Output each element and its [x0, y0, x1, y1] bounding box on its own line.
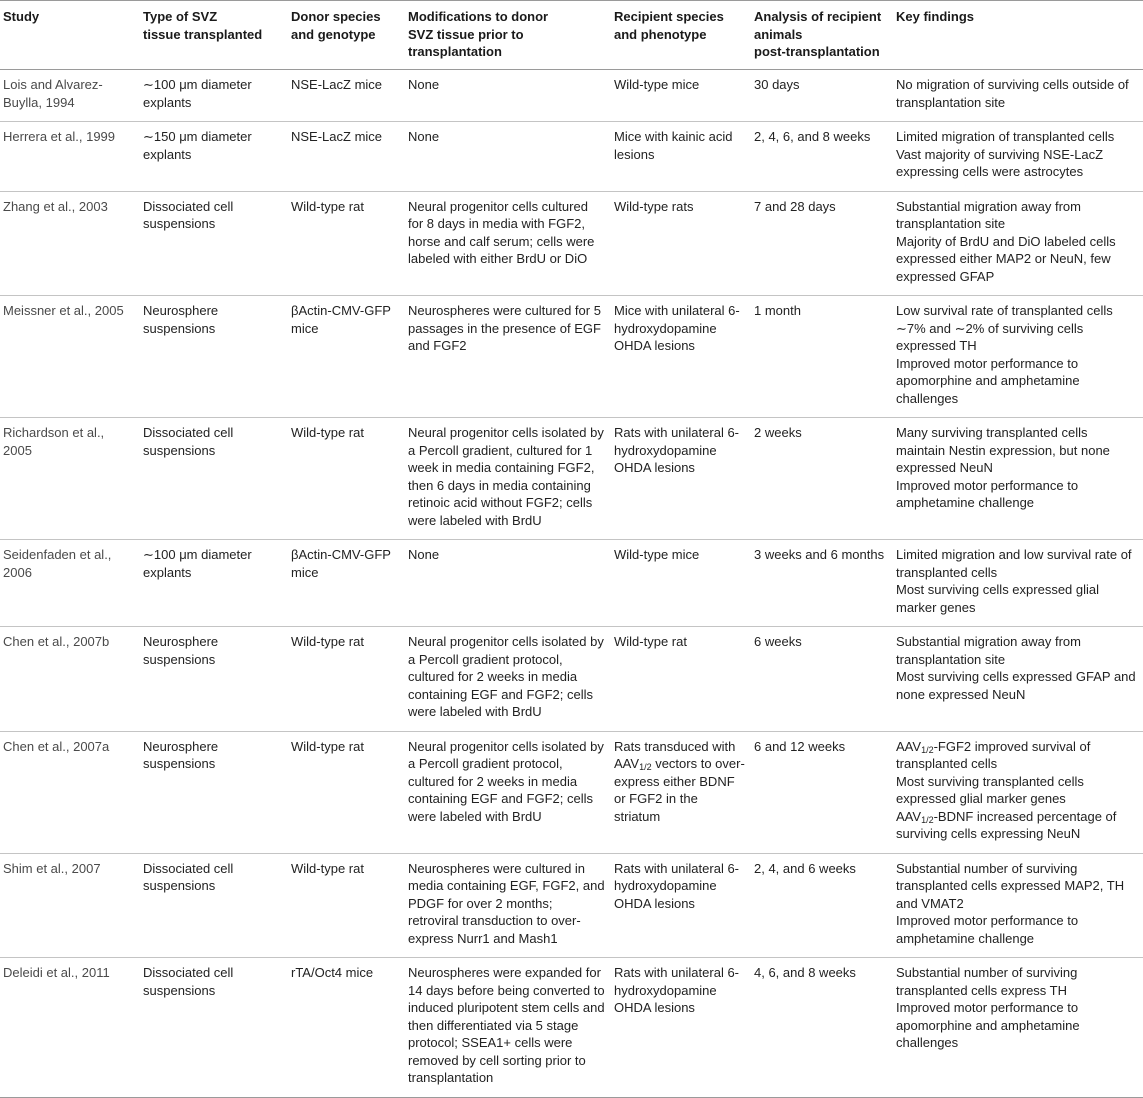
cell-key-findings: [892, 731, 1143, 853]
finding-text: -FGF2 improved survival of transplanted cells: [896, 738, 1091, 771]
finding-line: Improved motor performance to amphetamine challenge: [896, 477, 1079, 510]
cell-key-findings: [892, 418, 1143, 540]
finding-line: Improved motor performance to apomorphine and amphetamine challenges: [896, 1000, 1080, 1050]
cell-analysis: 4, 6, and 8 weeks: [754, 965, 856, 980]
cell-study: Shim et al., 2007: [3, 860, 101, 876]
finding-line: [896, 773, 1139, 808]
finding-line: Most surviving cells expressed glial marker genes: [896, 582, 1100, 615]
finding-line: [896, 808, 1139, 843]
cell-donor: NSE-LacZ mice: [291, 129, 383, 144]
cell-recipient: [610, 731, 750, 853]
cell-key-findings: [892, 627, 1143, 732]
cell-recipient: Mice with kainic acid lesions: [614, 129, 733, 162]
cell-donor: Wild-type rat: [291, 198, 364, 214]
table-row: [0, 122, 1143, 192]
finding-line: Substantial number of surviving transplanted cells expressed MAP2, TH and VMAT2: [896, 860, 1125, 911]
cell-modifications: Neurospheres were cultured for 5 passages in the presence of EGF and FGF2: [408, 303, 601, 353]
finding-text: -BDNF increased percentage of surviving cells expressing NeuN: [896, 808, 1117, 841]
header-tissue-type: Type of SVZ tissue transplanted: [143, 9, 263, 42]
cell-key-findings: [892, 853, 1143, 958]
cell-modifications: None: [408, 77, 440, 92]
cell-analysis: 6 weeks: [754, 634, 802, 649]
cell-modifications: Neural progenitor cells isolated by a Percoll gradient protocol, cultured for 2 weeks in media containing EGF and FGF2; cells were labeled with BrdU: [408, 634, 604, 719]
cell-donor: Wild-type rat: [291, 425, 364, 440]
table-row: [0, 70, 1143, 122]
header-recipient: Recipient species and phenotype: [614, 9, 724, 42]
cell-study: Richardson et al., 2005: [3, 425, 105, 458]
header-analysis: Analysis of recipient animals post-transplantation: [754, 9, 882, 59]
recipient-text: vectors to over-express either BDNF or FGF2 in the striatum: [614, 756, 745, 824]
table-row: [0, 540, 1143, 627]
cell-analysis: 30 days: [754, 77, 800, 92]
header-row: [0, 1, 1143, 70]
header-modifications: Modifications to donor SVZ tissue prior to transplantation: [408, 9, 549, 59]
cell-recipient: Mice with unilateral 6-hydroxydopamine OHDA lesions: [614, 303, 740, 353]
finding-line: Improved motor performance to amphetamine challenge: [896, 913, 1079, 946]
cell-modifications: None: [408, 547, 440, 562]
table-row: [0, 418, 1143, 540]
subscript-text: 1/2: [921, 744, 934, 755]
finding-line: Improved motor performance to apomorphine and amphetamine challenges: [896, 355, 1080, 406]
cell-tissue-type: Dissociated cell suspensions: [143, 860, 234, 893]
cell-key-findings: [892, 191, 1143, 296]
header-donor: Donor species and genotype: [291, 9, 381, 42]
cell-tissue-type: Neurosphere suspensions: [143, 634, 219, 667]
cell-recipient: Wild-type rats: [614, 198, 694, 214]
table-row: [0, 191, 1143, 296]
cell-recipient: Wild-type mice: [614, 547, 700, 562]
finding-line: No migration of surviving cells outside of transplantation site: [896, 77, 1129, 110]
cell-tissue-type: Dissociated cell suspensions: [143, 198, 234, 231]
cell-modifications: Neurospheres were cultured in media containing EGF, FGF2, and PDGF for over 2 months; retroviral transduction to over-express Nurr1 and Mash1: [408, 860, 605, 946]
subscript-text: 1/2: [639, 762, 652, 772]
cell-modifications: Neurospheres were expanded for 14 days before being converted to induced pluripotent stem cells and then differentiated via 5 stage protocol; SSEA1+ cells were removed by cell sorting prior to transplantation: [408, 965, 605, 1085]
finding-line: Substantial migration away from transplantation site: [896, 198, 1081, 231]
finding-line: Most surviving cells expressed GFAP and none expressed NeuN: [896, 669, 1136, 702]
cell-study: Chen et al., 2007a: [3, 738, 110, 754]
table-row: [0, 627, 1143, 732]
header-key-findings: Key findings: [896, 9, 975, 24]
finding-line: Substantial number of surviving transplanted cells express TH: [896, 965, 1078, 998]
cell-recipient: Rats with unilateral 6-hydroxydopamine OHDA lesions: [614, 425, 739, 475]
cell-study: Lois and Alvarez-Buylla, 1994: [3, 77, 103, 110]
cell-donor: Wild-type rat: [291, 860, 364, 876]
cell-analysis: 2, 4, and 6 weeks: [754, 860, 856, 876]
cell-study: Herrera et al., 1999: [3, 129, 116, 144]
finding-line: Substantial migration away from transplantation site: [896, 634, 1081, 667]
table-header: [0, 1, 1143, 70]
cell-analysis: 1 month: [754, 303, 801, 318]
table-body: [0, 70, 1143, 1098]
cell-study: Seidenfaden et al., 2006: [3, 547, 112, 580]
finding-line: Limited migration of transplanted cells: [896, 129, 1115, 144]
table-row: [0, 296, 1143, 418]
cell-donor: rTA/Oct4 mice: [291, 965, 374, 980]
cell-donor: NSE-LacZ mice: [291, 77, 383, 92]
cell-study: Chen et al., 2007b: [3, 634, 110, 649]
cell-key-findings: [892, 540, 1143, 627]
cell-tissue-type: Neurosphere suspensions: [143, 738, 219, 771]
cell-tissue-type: ∼100 μm diameter explants: [143, 77, 252, 110]
cell-recipient: Rats with unilateral 6-hydroxydopamine OHDA lesions: [614, 965, 739, 1015]
finding-line: Low survival rate of transplanted cells ∼7% and ∼2% of surviving cells expressed TH: [896, 303, 1113, 353]
cell-study: Meissner et al., 2005: [3, 303, 124, 318]
finding-line: Many surviving transplanted cells maintain Nestin expression, but none expressed NeuN: [896, 425, 1110, 475]
cell-tissue-type: ∼150 μm diameter explants: [143, 129, 252, 162]
cell-modifications: Neural progenitor cells isolated by a Percoll gradient protocol, cultured for 2 weeks in media containing EGF and FGF2; cells were labeled with BrdU: [408, 738, 604, 824]
cell-donor: Wild-type rat: [291, 738, 364, 754]
cell-tissue-type: Dissociated cell suspensions: [143, 965, 234, 998]
cell-recipient: Wild-type rat: [614, 634, 687, 649]
finding-text: AAV: [896, 738, 922, 754]
cell-tissue-type: Neurosphere suspensions: [143, 303, 219, 336]
table-row: [0, 958, 1143, 1098]
table-row: [0, 731, 1143, 853]
cell-donor: Wild-type rat: [291, 634, 364, 649]
cell-modifications: Neural progenitor cells cultured for 8 days in media with FGF2, horse and calf serum; cells were labeled with either BrdU or DiO: [408, 198, 595, 266]
header-study: Study: [3, 9, 40, 24]
table-row: [0, 853, 1143, 958]
finding-line: Vast majority of surviving NSE-LacZ expressing cells were astrocytes: [896, 146, 1104, 179]
cell-analysis: 2, 4, 6, and 8 weeks: [754, 129, 871, 144]
finding-line: Majority of BrdU and DiO labeled cells expressed either MAP2 or NeuN, few expressed GFAP: [896, 233, 1116, 284]
cell-analysis: 2 weeks: [754, 425, 802, 440]
cell-study: Zhang et al., 2003: [3, 198, 108, 214]
finding-text: AAV: [896, 808, 922, 824]
cell-donor: βActin-CMV-GFP mice: [291, 547, 391, 580]
cell-donor: βActin-CMV-GFP mice: [291, 303, 391, 336]
subscript-text: 1/2: [921, 814, 934, 825]
cell-study: Deleidi et al., 2011: [3, 965, 110, 980]
cell-key-findings: [892, 70, 1143, 122]
cell-tissue-type: Dissociated cell suspensions: [143, 425, 234, 458]
cell-analysis: 6 and 12 weeks: [754, 738, 846, 754]
cell-recipient: Rats with unilateral 6-hydroxydopamine OHDA lesions: [614, 860, 739, 911]
finding-line: [896, 738, 1139, 773]
finding-text: Most surviving transplanted cells expressed glial marker genes: [896, 773, 1084, 806]
cell-analysis: 3 weeks and 6 months: [754, 547, 885, 562]
finding-line: Limited migration and low survival rate of transplanted cells: [896, 547, 1132, 580]
cell-analysis: 7 and 28 days: [754, 198, 836, 214]
cell-key-findings: [892, 296, 1143, 418]
cell-key-findings: [892, 958, 1143, 1098]
cell-modifications: Neural progenitor cells isolated by a Percoll gradient, cultured for 1 week in media containing FGF2, then 6 days in media containing retinoic acid without FGF2; cells were labeled with BrdU: [408, 425, 604, 528]
cell-recipient: Wild-type mice: [614, 77, 700, 92]
cell-tissue-type: ∼100 μm diameter explants: [143, 547, 252, 580]
recipient-text: Rats transduced with AAV: [614, 738, 736, 771]
cell-modifications: None: [408, 129, 440, 144]
cell-key-findings: [892, 122, 1143, 192]
